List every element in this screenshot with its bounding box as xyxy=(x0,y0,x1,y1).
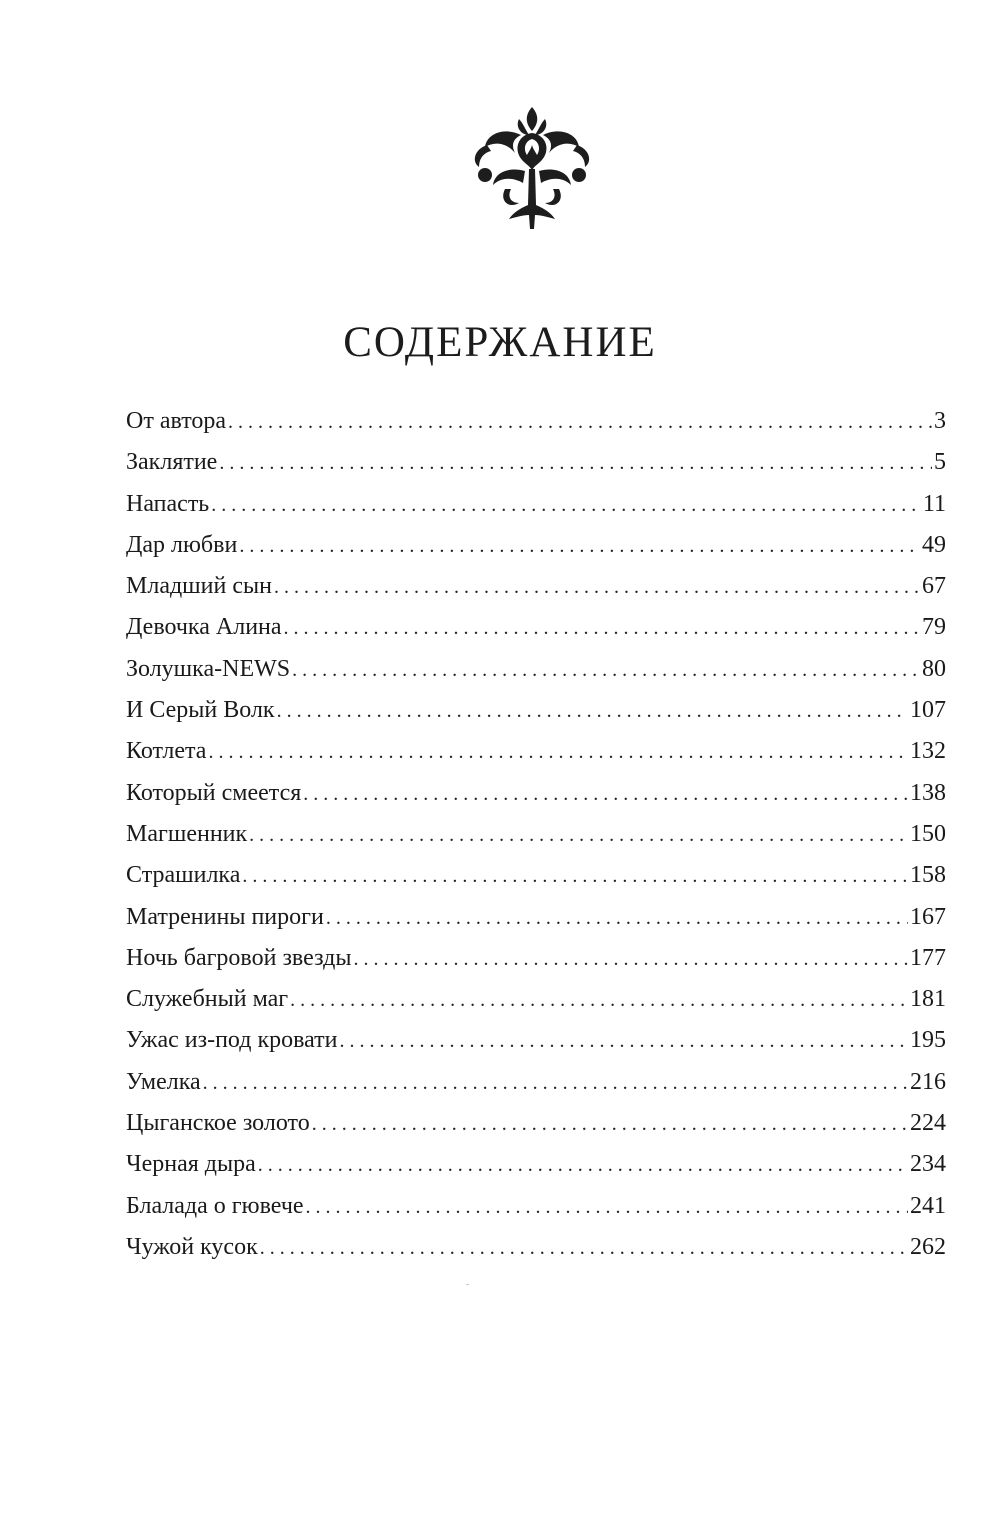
toc-leader-dots xyxy=(353,939,908,980)
toc-entry-page-number: 138 xyxy=(910,779,946,806)
toc-entry-page-number: 234 xyxy=(910,1151,946,1178)
toc-entry xyxy=(126,1062,946,1103)
toc-entry-title: Цыганское золото xyxy=(126,1110,310,1137)
toc-entry xyxy=(126,525,946,566)
toc-entry-title: Блалада о гювече xyxy=(126,1192,304,1219)
toc-entry-title: Напасть xyxy=(126,490,210,517)
toc-leader-dots xyxy=(242,856,908,897)
toc-entry-page-number: 67 xyxy=(922,573,946,600)
toc-entry-title: Ужас из-под кровати xyxy=(126,1027,338,1054)
toc-entry-page-number: 132 xyxy=(910,738,946,765)
toc-entry-title: Девочка Алина xyxy=(126,614,282,641)
toc-entry-page-number: 216 xyxy=(910,1068,946,1095)
toc-entry-page-number: 49 xyxy=(922,531,946,558)
toc-entry xyxy=(126,1227,946,1268)
toc-entry-title: Служебный маг xyxy=(126,986,289,1013)
toc-entry-title: И Серый Волк xyxy=(126,697,275,724)
toc-entry-title: Магшенник xyxy=(126,820,248,847)
toc-entry-page-number: 150 xyxy=(910,820,946,847)
toc-entry-title: Ночь багровой звезды xyxy=(126,944,352,971)
toc-entry xyxy=(126,484,946,525)
toc-leader-dots xyxy=(277,691,908,732)
toc-entry-page-number: 80 xyxy=(922,655,946,682)
toc-entry-title: Младший сын xyxy=(126,573,272,600)
toc-entry xyxy=(126,773,946,814)
toc-entry xyxy=(126,401,946,442)
toc-entry-page-number: 79 xyxy=(922,614,946,641)
toc-entry-title: Чужой кусок xyxy=(126,1233,258,1260)
toc-leader-dots xyxy=(306,1187,908,1228)
toc-leader-dots xyxy=(274,567,920,608)
toc-entry xyxy=(126,442,946,483)
toc-leader-dots xyxy=(239,526,920,567)
paper-speck xyxy=(466,1284,469,1285)
toc-leader-dots xyxy=(284,608,920,649)
toc-leader-dots xyxy=(290,980,908,1021)
page-title: СОДЕРЖАНИЕ xyxy=(343,319,657,366)
toc-entry xyxy=(126,938,946,979)
toc-leader-dots xyxy=(312,1104,908,1145)
table-of-contents xyxy=(126,401,946,1268)
toc-entry-page-number: 224 xyxy=(910,1110,946,1137)
toc-entry xyxy=(126,979,946,1020)
toc-entry-title: Умелка xyxy=(126,1068,201,1095)
toc-leader-dots xyxy=(203,1063,908,1104)
toc-leader-dots xyxy=(211,485,921,526)
toc-entry-title: Который смеется xyxy=(126,779,302,806)
toc-entry xyxy=(126,1144,946,1185)
toc-leader-dots xyxy=(303,774,908,815)
toc-entry-page-number: 158 xyxy=(910,862,946,889)
toc-entry-page-number: 5 xyxy=(934,449,946,476)
toc-entry-page-number: 167 xyxy=(910,903,946,930)
toc-entry xyxy=(126,1186,946,1227)
toc-entry-page-number: 195 xyxy=(910,1027,946,1054)
toc-entry-page-number: 241 xyxy=(910,1192,946,1219)
toc-entry-page-number: 177 xyxy=(910,944,946,971)
toc-leader-dots xyxy=(326,898,908,939)
toc-entry xyxy=(126,897,946,938)
toc-entry xyxy=(126,649,946,690)
toc-entry-title: Матренины пироги xyxy=(126,903,324,930)
toc-entry-page-number: 107 xyxy=(910,697,946,724)
floral-tree-ornament-icon xyxy=(465,105,600,230)
toc-entry-title: Котлета xyxy=(126,738,207,765)
toc-entry-page-number: 3 xyxy=(934,408,946,434)
toc-leader-dots xyxy=(258,1145,908,1186)
toc-leader-dots xyxy=(249,815,908,856)
toc-entry-title: От автора xyxy=(126,408,227,434)
toc-entry-page-number: 181 xyxy=(910,986,946,1013)
toc-leader-dots xyxy=(208,732,908,773)
toc-entry xyxy=(126,1020,946,1061)
toc-entry xyxy=(126,855,946,896)
toc-entry-title: Дар любви xyxy=(126,531,238,558)
toc-entry xyxy=(126,731,946,772)
toc-entry xyxy=(126,814,946,855)
toc-leader-dots xyxy=(219,443,932,484)
toc-entry-title: Заклятие xyxy=(126,449,218,476)
toc-leader-dots xyxy=(228,402,932,443)
toc-leader-dots xyxy=(340,1021,909,1062)
toc-entry xyxy=(126,690,946,731)
toc-entry xyxy=(126,566,946,607)
toc-entry xyxy=(126,1103,946,1144)
toc-entry-page-number: 262 xyxy=(910,1233,946,1260)
toc-entry xyxy=(126,607,946,648)
toc-entry-title: Страшилка xyxy=(126,862,241,889)
toc-entry-page-number: 11 xyxy=(922,490,946,517)
toc-leader-dots xyxy=(260,1228,908,1269)
toc-entry-title: Золушка-NEWS xyxy=(126,655,291,682)
toc-entry-title: Черная дыра xyxy=(126,1151,256,1178)
toc-leader-dots xyxy=(292,650,920,691)
